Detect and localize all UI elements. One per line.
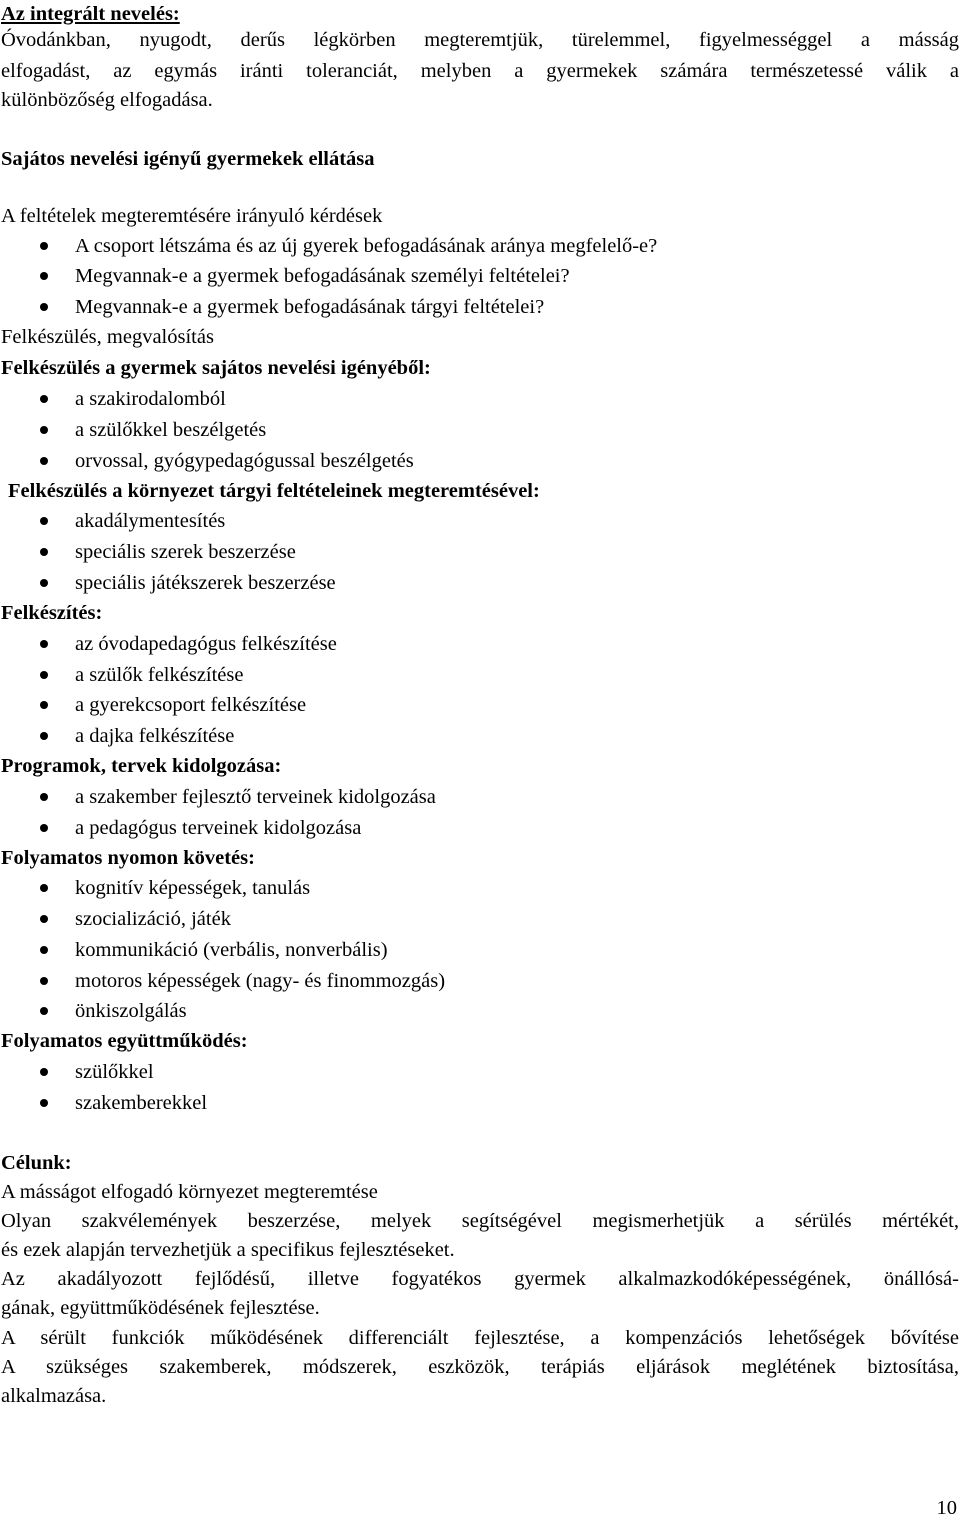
celunk-line: gának, együttműködésének fejlesztése. [1, 1297, 320, 1319]
nyomon-item: önkiszolgálás [75, 1000, 187, 1022]
celunk-line: és ezek alapján tervezhetjük a specifikus fejlesztéseket. [1, 1239, 455, 1261]
programok-item: a pedagógus terveinek kidolgozása [75, 817, 362, 839]
page-number: 10 [936, 1497, 957, 1519]
felkeszites-item: a gyerekcsoport felkészítése [75, 694, 307, 716]
nyomon-item: motoros képességek (nagy- és finommozgás) [75, 970, 446, 992]
felkeszites-heading: Felkészítés: [1, 602, 103, 624]
egyutt-item: szülőkkel [75, 1061, 154, 1083]
nyomon-item: kognitív képességek, tanulás [75, 877, 311, 899]
integralt-heading: Az integrált nevelés: [1, 3, 180, 25]
prep-needs-item: a szülőkkel beszélgetés [75, 419, 267, 441]
felkeszites-item: az óvodapedagógus felkészítése [75, 633, 337, 655]
celunk-line: A sérült funkciók működésének differenciált fejlesztése, a kompenzációs lehetőségek bővítése [1, 1327, 959, 1349]
integralt-paragraph-line: Óvodánkban, nyugodt, derűs légkörben megteremtjük, türelemmel, figyelmességgel a másság [1, 29, 959, 51]
celunk-line: A másságot elfogadó környezet megteremtése [1, 1181, 378, 1203]
env-item: speciális szerek beszerzése [75, 541, 296, 563]
prep-needs-item: orvossal, gyógypedagógussal beszélgetés [75, 450, 414, 472]
question-item: Megvannak-e a gyermek befogadásának tárgyi feltételei? [75, 296, 545, 318]
nyomon-item: kommunikáció (verbális, nonverbális) [75, 939, 388, 961]
env-item: speciális játékszerek beszerzése [75, 572, 336, 594]
celunk-line: A szükséges szakemberek, módszerek, eszközök, terápiás eljárások meglétének biztosítása, [1, 1356, 959, 1378]
felkeszites-item: a dajka felkészítése [75, 725, 235, 747]
prep-needs-item: a szakirodalomból [75, 388, 226, 410]
sni-heading: Sajátos nevelési igényű gyermekek ellátása [1, 148, 375, 170]
questions-intro: A feltételek megteremtésére irányuló kérdések [1, 205, 383, 227]
nyomon-heading: Folyamatos nyomon követés: [1, 847, 255, 869]
integralt-paragraph-line: elfogadást, az egymás iránti toleranciát, melyben a gyermekek számára természetessé válik a [1, 60, 959, 82]
prep-needs-heading: Felkészülés a gyermek sajátos nevelési igényéből: [1, 357, 431, 379]
celunk-heading: Célunk: [1, 1152, 72, 1174]
egyutt-item: szakemberekkel [75, 1092, 208, 1114]
prep-intro: Felkészülés, megvalósítás [1, 326, 214, 348]
integralt-paragraph-line: különbözőség elfogadása. [1, 89, 213, 111]
programok-item: a szakember fejlesztő terveinek kidolgozása [75, 786, 436, 808]
celunk-line: Olyan szakvélemények beszerzése, melyek segítségével megismerhetjük a sérülés mértékét, [1, 1210, 959, 1232]
question-item: Megvannak-e a gyermek befogadásának személyi feltételei? [75, 265, 570, 287]
celunk-line: Az akadályozott fejlődésű, illetve fogyatékos gyermek alkalmazkodóképességének, önállósá- [1, 1268, 959, 1290]
felkeszites-item: a szülők felkészítése [75, 664, 244, 686]
programok-heading: Programok, tervek kidolgozása: [1, 755, 282, 777]
question-item: A csoport létszáma és az új gyerek befogadásának aránya megfelelő-e? [75, 235, 658, 257]
egyutt-heading: Folyamatos együttműködés: [1, 1030, 248, 1052]
celunk-line: alkalmazása. [1, 1385, 107, 1407]
env-heading: Felkészülés a környezet tárgyi feltételeinek megteremtésével: [8, 480, 540, 502]
nyomon-item: szocializáció, játék [75, 908, 231, 930]
env-item: akadálymentesítés [75, 510, 226, 532]
